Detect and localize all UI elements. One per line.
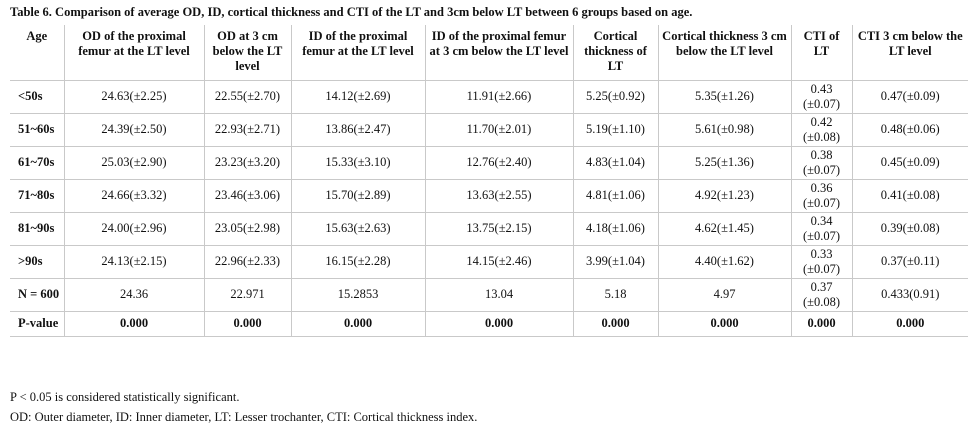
table-cell: 4.97	[658, 278, 791, 311]
table-cell: 4.62(±1.45)	[658, 212, 791, 245]
table-row	[10, 80, 968, 113]
table-cell: 0.43 (±0.07)	[791, 80, 852, 113]
table-cell: 24.39(±2.50)	[64, 113, 204, 146]
table-cell: 13.63(±2.55)	[425, 179, 573, 212]
table-cell: 22.971	[204, 278, 291, 311]
table-cell: 24.63(±2.25)	[64, 80, 204, 113]
table-cell: 23.05(±2.98)	[204, 212, 291, 245]
row-label: 61~70s	[18, 155, 55, 169]
table-cell: 24.13(±2.15)	[64, 245, 204, 278]
table-cell: 0.000	[573, 311, 658, 336]
table-row	[10, 311, 968, 336]
table-caption-label: Table 6.	[10, 5, 52, 19]
table-cell: 0.000	[204, 311, 291, 336]
table-cell: 0.42 (±0.08)	[791, 113, 852, 146]
table-row	[10, 245, 968, 278]
table-cell: 0.37 (±0.08)	[791, 278, 852, 311]
column-header: Age	[10, 25, 64, 80]
row-label: P-value	[18, 316, 59, 330]
table-cell: 3.99(±1.04)	[573, 245, 658, 278]
table-cell: 0.000	[791, 311, 852, 336]
row-label: N = 600	[18, 287, 60, 301]
table-cell: 14.12(±2.69)	[291, 80, 425, 113]
significance-note: P < 0.05 is considered statistically significant.	[10, 390, 240, 404]
column-header: OD at 3 cm below the LT level	[204, 25, 291, 80]
header-row	[10, 25, 968, 80]
column-header: ID of the proximal femur at 3 cm below the LT level	[425, 25, 573, 80]
table-cell: 0.34 (±0.07)	[791, 212, 852, 245]
table-cell: 0.000	[291, 311, 425, 336]
table-cell: 5.35(±1.26)	[658, 80, 791, 113]
column-header: Cortical thickness of LT	[573, 25, 658, 80]
table-cell: 4.18(±1.06)	[573, 212, 658, 245]
table-cell: 15.2853	[291, 278, 425, 311]
table-cell: 0.41(±0.08)	[852, 179, 968, 212]
row-label: <50s	[18, 89, 43, 103]
column-header: CTI 3 cm below the LT level	[852, 25, 968, 80]
table-cell: 23.46(±3.06)	[204, 179, 291, 212]
table-cell: 0.47(±0.09)	[852, 80, 968, 113]
table-cell: 25.03(±2.90)	[64, 146, 204, 179]
table-cell: 5.61(±0.98)	[658, 113, 791, 146]
data-table	[10, 25, 968, 337]
table-cell: 13.86(±2.47)	[291, 113, 425, 146]
table-cell: 0.000	[852, 311, 968, 336]
table-cell: 24.00(±2.96)	[64, 212, 204, 245]
table-cell: 13.75(±2.15)	[425, 212, 573, 245]
table-cell: 24.66(±3.32)	[64, 179, 204, 212]
table-cell: 11.70(±2.01)	[425, 113, 573, 146]
table-cell: 22.55(±2.70)	[204, 80, 291, 113]
table-cell: 24.36	[64, 278, 204, 311]
table-cell: 0.39(±0.08)	[852, 212, 968, 245]
table-row	[10, 179, 968, 212]
table-cell: 12.76(±2.40)	[425, 146, 573, 179]
table-cell: 0.38 (±0.07)	[791, 146, 852, 179]
table-cell: 0.000	[425, 311, 573, 336]
table-cell: 4.83(±1.04)	[573, 146, 658, 179]
table-cell: 0.37(±0.11)	[852, 245, 968, 278]
row-label: 51~60s	[18, 122, 55, 136]
table-row	[10, 212, 968, 245]
table-cell: 0.000	[64, 311, 204, 336]
table-cell: 11.91(±2.66)	[425, 80, 573, 113]
table-cell: 4.40(±1.62)	[658, 245, 791, 278]
column-header: OD of the proximal femur at the LT level	[64, 25, 204, 80]
table-caption	[10, 5, 692, 20]
table-cell: 14.15(±2.46)	[425, 245, 573, 278]
table-cell: 5.18	[573, 278, 658, 311]
table-cell: 13.04	[425, 278, 573, 311]
table-cell: 5.25(±0.92)	[573, 80, 658, 113]
column-header: ID of the proximal femur at the LT level	[291, 25, 425, 80]
table-cell: 0.000	[658, 311, 791, 336]
table-cell: 0.36 (±0.07)	[791, 179, 852, 212]
table-cell: 15.33(±3.10)	[291, 146, 425, 179]
table-cell: 5.25(±1.36)	[658, 146, 791, 179]
table-cell: 0.45(±0.09)	[852, 146, 968, 179]
abbreviation-note: OD: Outer diameter, ID: Inner diameter, LT: Lesser trochanter, CTI: Cortical thickness index.	[10, 410, 478, 424]
table-cell: 15.70(±2.89)	[291, 179, 425, 212]
row-label: >90s	[18, 254, 43, 268]
table-cell: 5.19(±1.10)	[573, 113, 658, 146]
table-cell: 0.33 (±0.07)	[791, 245, 852, 278]
row-label: 71~80s	[18, 188, 55, 202]
column-header: CTI of LT	[791, 25, 852, 80]
table-caption-text: Comparison of average OD, ID, cortical thickness and CTI of the LT and 3cm below LT between 6 groups based on age.	[55, 5, 693, 19]
table-cell: 4.81(±1.06)	[573, 179, 658, 212]
table-cell: 23.23(±3.20)	[204, 146, 291, 179]
table-cell: 22.93(±2.71)	[204, 113, 291, 146]
table-cell: 22.96(±2.33)	[204, 245, 291, 278]
table-cell: 16.15(±2.28)	[291, 245, 425, 278]
table-cell: 15.63(±2.63)	[291, 212, 425, 245]
table-cell: 4.92(±1.23)	[658, 179, 791, 212]
table-row	[10, 278, 968, 311]
table-row	[10, 113, 968, 146]
table-cell: 0.48(±0.06)	[852, 113, 968, 146]
column-header: Cortical thickness 3 cm below the LT level	[658, 25, 791, 80]
table-cell: 0.433(0.91)	[852, 278, 968, 311]
table-row	[10, 146, 968, 179]
row-label: 81~90s	[18, 221, 55, 235]
